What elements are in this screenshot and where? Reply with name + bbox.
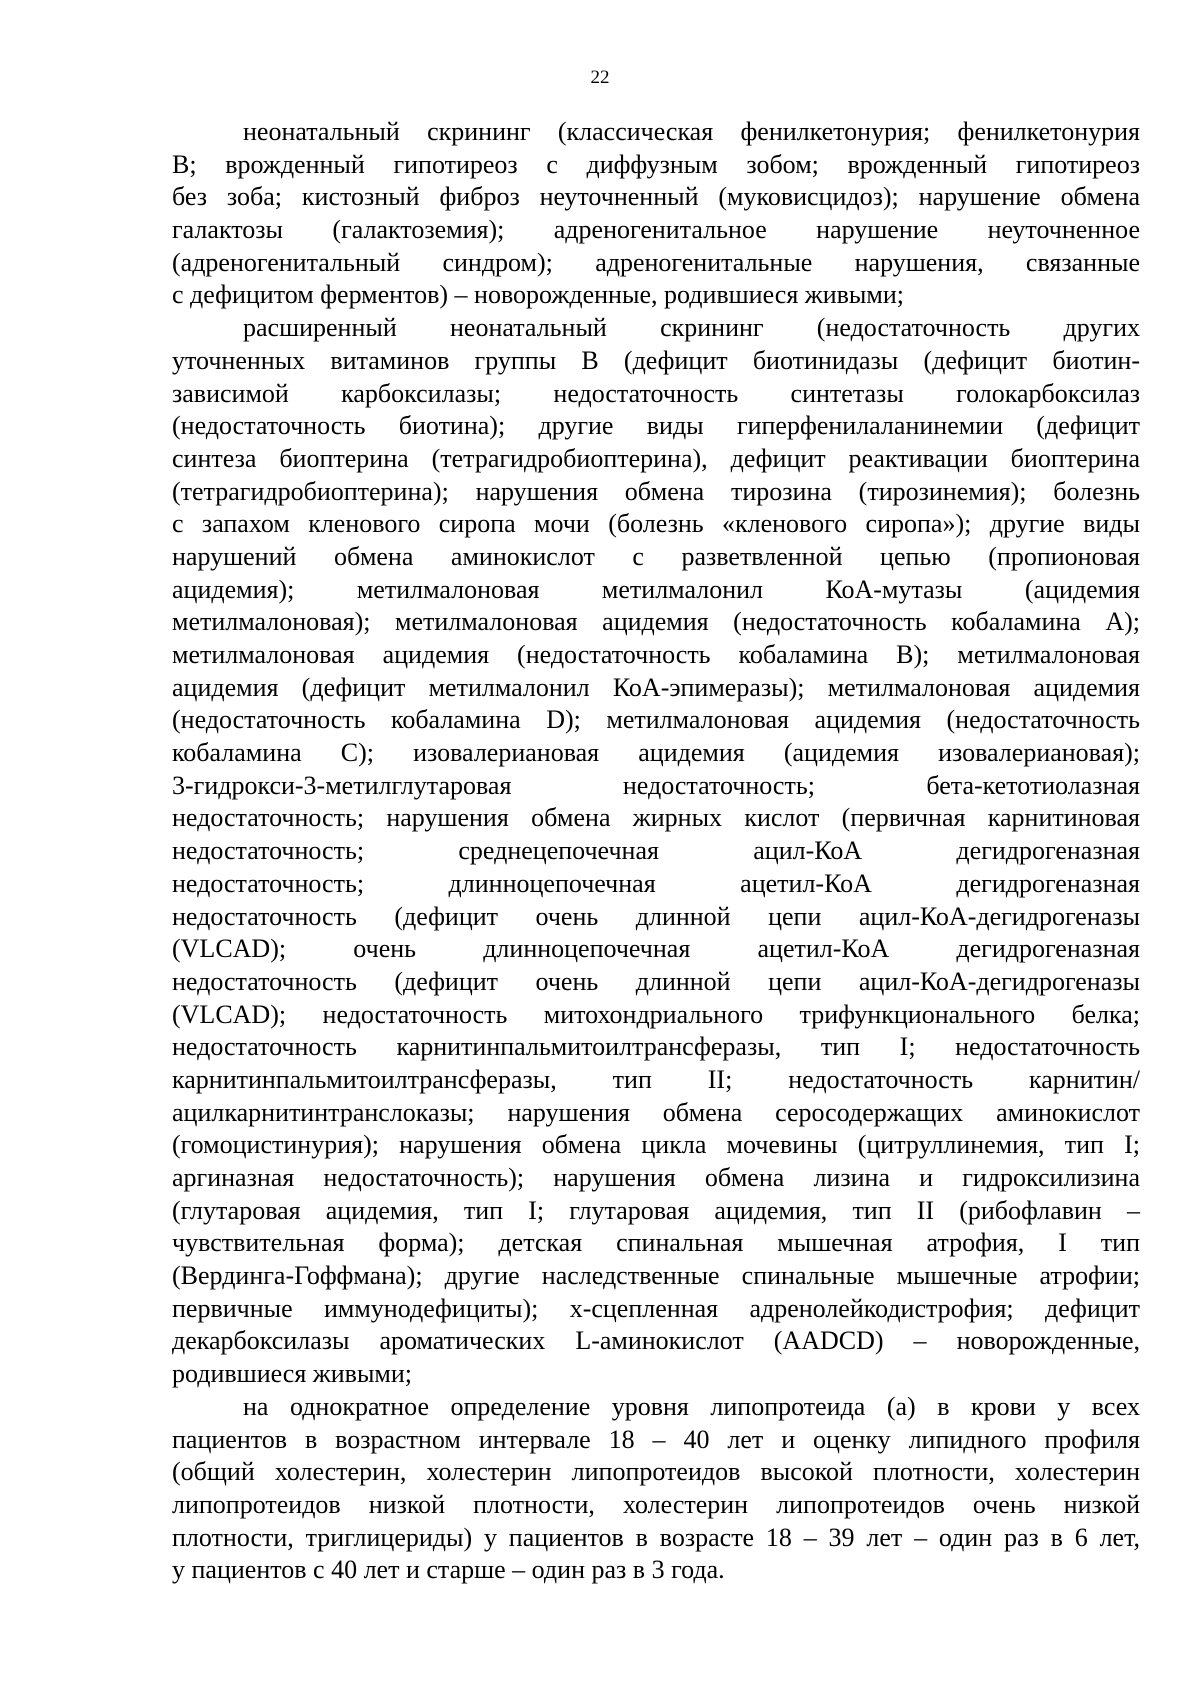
- text-line: (адреногенитальный синдром); адреногенитальные нарушения, связанные: [172, 247, 1140, 277]
- text-line: (общий холестерин, холестерин липопротеидов высокой плотности, холестерин: [172, 1457, 1140, 1487]
- text-line: неонатальный скрининг (классическая фенилкетонурия; фенилкетонурия: [243, 117, 1140, 146]
- text-line: уточненных витаминов группы В (дефицит биотинидазы (дефицит биотин-: [172, 345, 1140, 375]
- text-line: недостаточность; среднецепочечная ацил-КоА дегидрогеназная: [172, 836, 1140, 866]
- paragraph: [172, 312, 1140, 1391]
- text-line: липопротеидов низкой плотности, холестерин липопротеидов очень низкой: [172, 1489, 1140, 1519]
- text-line: ацилкарнитинтранслоказы; нарушения обмена серосодержащих аминокислот: [172, 1097, 1140, 1127]
- text-line: (гомоцистинурия); нарушения обмена цикла мочевины (цитруллинемия, тип I;: [172, 1130, 1140, 1160]
- text-line: у пациентов с 40 лет и старше – один раз в 3 года.: [172, 1555, 725, 1585]
- paragraph: [172, 1391, 1140, 1587]
- text-line: плотности, триглицериды) у пациентов в возрасте 18 – 39 лет – один раз в 6 лет,: [172, 1522, 1140, 1552]
- text-line: недостаточность; длинноцепочечная ацетил-КоА дегидрогеназная: [172, 868, 1140, 898]
- text-line: аргиназная недостаточность); нарушения обмена лизина и гидроксилизина: [172, 1163, 1140, 1192]
- text-line: первичные иммунодефициты); х-сцепленная адренолейкодистрофия; дефицит: [172, 1293, 1140, 1323]
- text-line: недостаточность карнитинпальмитоилтрансферазы, тип I; недостаточность: [172, 1032, 1140, 1062]
- text-line: без зоба; кистозный фиброз неуточненный (муковисцидоз); нарушение обмена: [172, 182, 1140, 212]
- text-line: синтеза биоптерина (тетрагидробиоптерина), дефицит реактивации биоптерина: [172, 443, 1140, 473]
- text-line: недостаточность; нарушения обмена жирных кислот (первичная карнитиновая: [172, 803, 1140, 833]
- text-line: В; врожденный гипотиреоз с диффузным зобом; врожденный гипотиреоз: [172, 149, 1140, 179]
- text-line: (глутаровая ацидемия, тип I; глутаровая ацидемия, тип II (рибофлавин –: [172, 1195, 1140, 1225]
- text-line: (VLCAD); недостаточность митохондриального трифункционального белка;: [172, 999, 1140, 1029]
- text-line: с дефицитом ферментов) – новорожденные, родившиеся живыми;: [172, 280, 904, 310]
- text-line: недостаточность (дефицит очень длинной цепи ацил-КоА-дегидрогеназы: [172, 966, 1140, 996]
- text-line: с запахом кленового сиропа мочи (болезнь «кленового сиропа»); другие виды: [172, 509, 1140, 539]
- text-line: (VLCAD); очень длинноцепочечная ацетил-КоА дегидрогеназная: [172, 934, 1140, 964]
- page-number: 22: [590, 67, 610, 88]
- text-line: (недостаточность биотина); другие виды гиперфенилаланинемии (дефицит: [172, 411, 1140, 441]
- body-text: [172, 116, 1140, 1587]
- text-line: расширенный неонатальный скрининг (недостаточность других: [243, 313, 1140, 343]
- text-line: пациентов в возрастном интервале 18 – 40 лет и оценку липидного профиля: [172, 1424, 1140, 1454]
- text-line: (тетрагидробиоптерина); нарушения обмена тирозина (тирозинемия); болезнь: [172, 476, 1140, 506]
- text-line: (недостаточность кобаламина D); метилмалоновая ацидемия (недостаточность: [172, 705, 1140, 735]
- text-line: 3-гидрокси-3-метилглутаровая недостаточность; бета-кетотиолазная: [172, 770, 1140, 800]
- text-line: зависимой карбоксилазы; недостаточность синтетазы голокарбоксилаз: [172, 378, 1140, 408]
- text-line: галактозы (галактоземия); адреногенитальное нарушение неуточненное: [172, 215, 1140, 245]
- paragraph: [172, 116, 1140, 312]
- text-line: родившиеся живыми;: [172, 1359, 413, 1389]
- text-line: на однократное определение уровня липопротеида (а) в крови у всех: [243, 1391, 1140, 1421]
- text-line: нарушений обмена аминокислот с разветвленной цепью (пропионовая: [172, 541, 1140, 571]
- text-line: кобаламина С); изовалериановая ацидемия (ацидемия изовалериановая);: [172, 738, 1140, 768]
- text-line: (Вердинга-Гоффмана); другие наследственные спинальные мышечные атрофии;: [172, 1261, 1140, 1291]
- text-line: чувствительная форма); детская спинальная мышечная атрофия, I тип: [172, 1228, 1140, 1258]
- text-line: карнитинпальмитоилтрансферазы, тип II; недостаточность карнитин/: [172, 1064, 1140, 1094]
- text-line: метилмалоновая); метилмалоновая ацидемия (недостаточность кобаламина А);: [172, 607, 1140, 637]
- text-line: недостаточность (дефицит очень длинной цепи ацил-КоА-дегидрогеназы: [172, 901, 1140, 931]
- text-line: ацидемия (дефицит метилмалонил КоА-эпимеразы); метилмалоновая ацидемия: [172, 672, 1140, 702]
- text-line: декарбоксилазы ароматических L-аминокислот (AADCD) – новорожденные,: [172, 1326, 1140, 1356]
- text-line: ацидемия); метилмалоновая метилмалонил КоА-мутазы (ацидемия: [172, 574, 1140, 604]
- text-line: метилмалоновая ацидемия (недостаточность кобаламина В); метилмалоновая: [172, 640, 1140, 669]
